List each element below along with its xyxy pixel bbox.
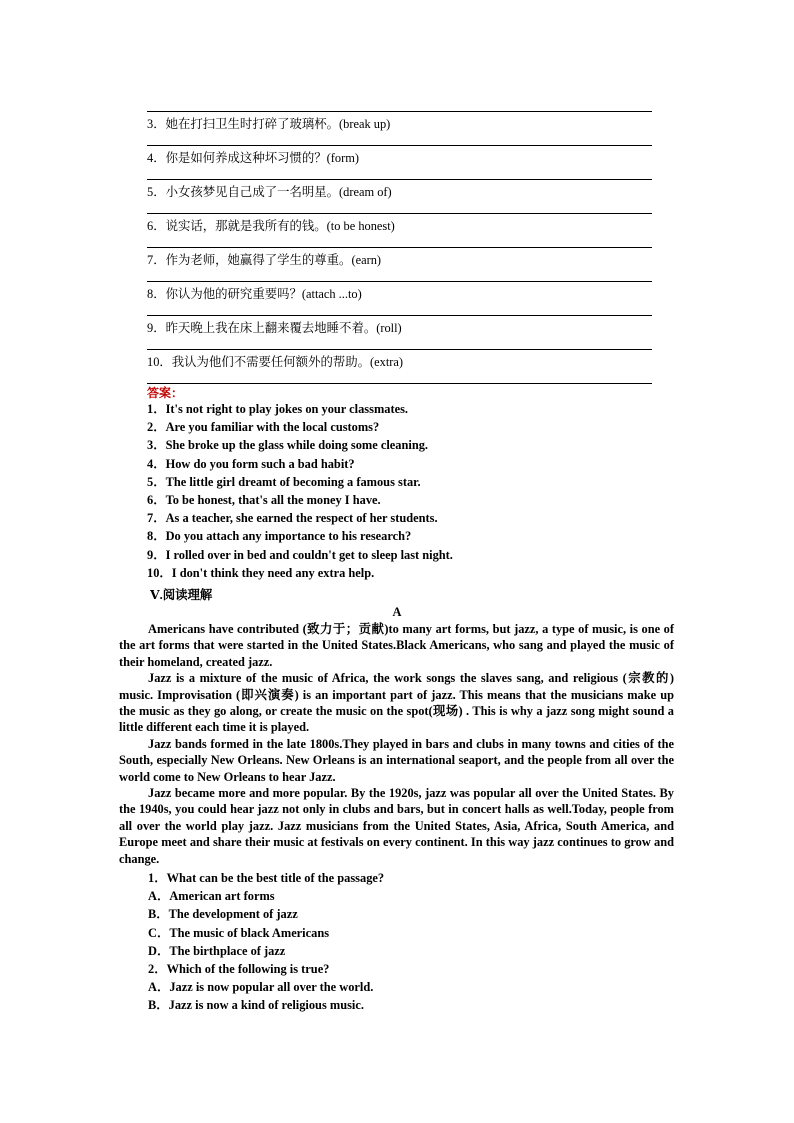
translation-item: 6．说实话，那就是我所有的钱。(to be honest) xyxy=(147,219,395,233)
answer-option: B．The development of jazz xyxy=(148,907,298,922)
answer-item: 5．The little girl dreamt of becoming a famous star. xyxy=(147,474,421,489)
passage-label: A xyxy=(392,605,402,619)
passage-paragraph: Jazz is a mixture of the music of Africa, the work songs the slaves sang, and religious (宗教的) music. Improvisation (即兴演奏) is an important part of jazz. This means that the musicians make up the music as they go along, or create the music on the spot(现场) . This is why a jazz song might sound a little different each time it is played. xyxy=(119,671,674,735)
answer-option: C．The music of black Americans xyxy=(148,925,330,940)
translation-exercise xyxy=(147,111,652,384)
answer-item: 6．To be honest, that's all the money I have. xyxy=(147,493,381,508)
answer-item: 9．I rolled over in bed and couldn't get to sleep last night. xyxy=(147,547,453,562)
translation-item: 3．她在打扫卫生时打碎了玻璃杯。(break up) xyxy=(147,117,391,131)
answer-item: 3．She broke up the glass while doing some cleaning. xyxy=(147,438,429,453)
reading-passage xyxy=(119,621,674,867)
translation-item: 7．作为老师，她赢得了学生的尊重。(earn) xyxy=(147,253,382,267)
answer-item: 4．How do you form such a bad habit? xyxy=(147,456,355,471)
answer-option: A．Jazz is now popular all over the world. xyxy=(148,980,374,995)
passage-paragraph: Americans have contributed (致力于；贡献)to many art forms, but jazz, a type of music, is one of the art forms that were started in the United States.Black Americans, who sang and played the music of their homeland, created jazz. xyxy=(119,622,674,669)
question-stem: 1．What can be the best title of the passage? xyxy=(148,871,385,885)
answer-key-title: 答案： xyxy=(147,386,184,400)
passage-paragraph: Jazz bands formed in the late 1800s.They played in bars and clubs in many towns and cities of the South, especially New Orleans. New Orleans is an international seaport, and the people from all over the world come to New Orleans to hear Jazz. xyxy=(119,736,674,784)
translation-item: 4．你是如何养成这种坏习惯的？(form) xyxy=(147,151,360,165)
translation-item: 10．我认为他们不需要任何额外的帮助。(extra) xyxy=(147,355,404,369)
translation-item: 5．小女孩梦见自己成了一名明星。(dream of) xyxy=(147,185,392,199)
answer-key xyxy=(147,386,667,582)
answer-line xyxy=(147,383,652,384)
answer-item: 8．Do you attach any importance to his research? xyxy=(147,529,412,544)
passage-paragraph: Jazz became more and more popular. By the 1920s, jazz was popular all over the United States. By the 1940s, you could hear jazz not only in clubs and bars, but in concert halls as well.Today, people from all over the world play jazz. Jazz musicians from the United States, Asia, Africa, South America, and Europe meet and share their music at festivals on every continent. In this way jazz continues to grow and change. xyxy=(119,786,674,866)
question-list xyxy=(148,869,668,1015)
answer-item: 1．It's not right to play jokes on your classmates. xyxy=(147,402,409,416)
translation-item: 9．昨天晚上我在床上翻来覆去地睡不着。(roll) xyxy=(147,321,402,335)
translation-item: 8．你认为他的研究重要吗？(attach ...to) xyxy=(147,287,362,301)
answer-option: D．The birthplace of jazz xyxy=(148,943,286,958)
answer-item: 10．I don't think they need any extra help. xyxy=(147,565,375,580)
answer-option: A．American art forms xyxy=(148,889,275,904)
question-stem: 2．Which of the following is true? xyxy=(148,962,330,977)
answer-option: B．Jazz is now a kind of religious music. xyxy=(148,998,364,1013)
section-heading: Ⅴ.阅读理解 xyxy=(150,588,213,602)
answer-item: 7．As a teacher, she earned the respect of her students. xyxy=(147,511,438,526)
answer-item: 2．Are you familiar with the local customs? xyxy=(147,420,380,435)
